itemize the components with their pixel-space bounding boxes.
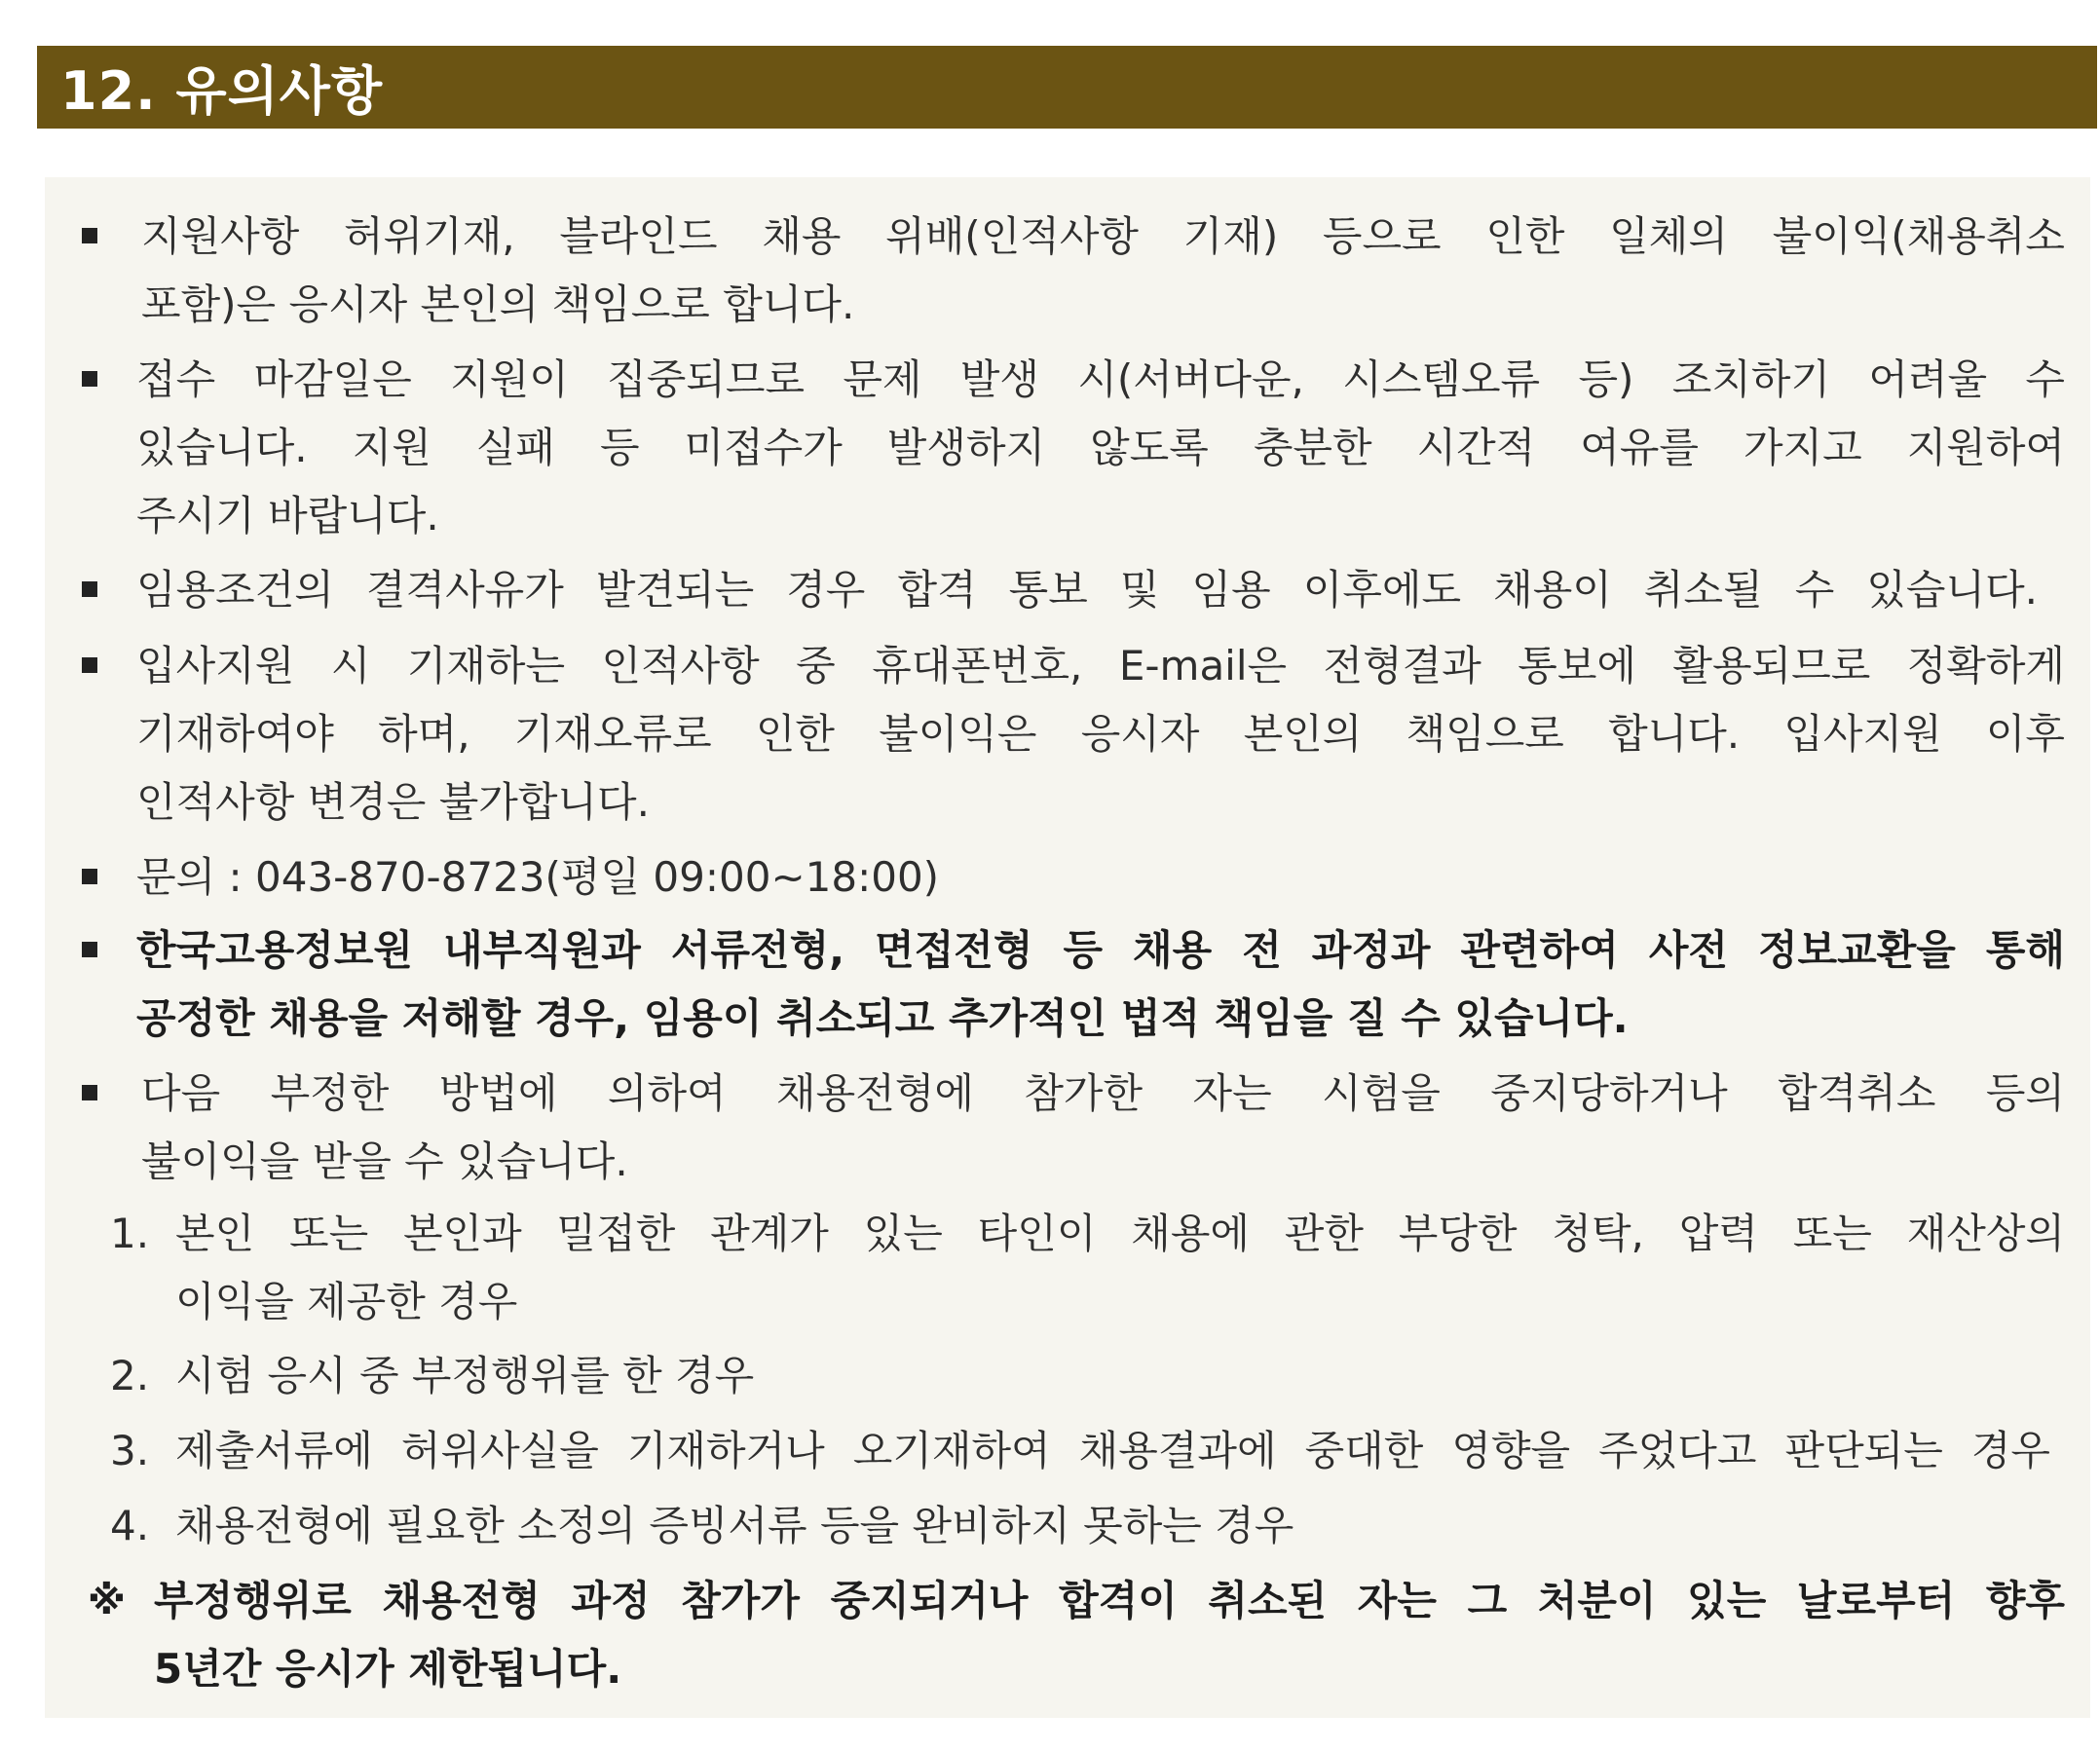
note-4-line-1: 입사지원 시 기재하는 인적사항 중 휴대폰번호, E-mail은 전형결과 통보에 활용되므로 정확하게 [136,642,2065,690]
note-2-line-3: 주시기 바랍니다. [136,492,439,540]
section-title-bar [37,46,2097,129]
note-5-contact: 문의 : 043-870-8723(평일 09:00~18:00) [136,853,940,901]
sub-item-1-number: 1. [110,1210,150,1257]
bullet-icon [82,657,97,673]
section-title: 12. 유의사항 [60,60,384,122]
warning-line-1: 부정행위로 채용전형 과정 참가가 중지되거나 합격이 취소된 자는 그 처분이 있는 날로부터 향후 [154,1577,2065,1624]
note-2-line-1: 접수 마감일은 지원이 집중되므로 문제 발생 시(서버다운, 시스템오류 등) 조치하기 어려울 수 [136,355,2065,403]
bullet-icon [82,228,97,243]
note-3-line-1: 임용조건의 결격사유가 발견되는 경우 합격 통보 및 임용 이후에도 채용이 취소될 수 있습니다. [136,566,2038,614]
reference-mark-icon: ※ [88,1579,126,1623]
note-4-line-3: 인적사항 변경은 불가합니다. [136,778,650,826]
note-1-line-2: 포함)은 응시자 본인의 책임으로 합니다. [141,280,855,328]
sub-item-3-number: 3. [110,1427,150,1474]
sub-item-4-number: 4. [110,1502,150,1549]
note-7-line-2: 불이익을 받을 수 있습니다. [141,1137,628,1185]
note-6-line-2: 공정한 채용을 저해할 경우, 임용이 취소되고 추가적인 법적 책임을 질 수 있습니다. [136,994,1629,1042]
sub-item-3-line-1: 제출서류에 허위사실을 기재하거나 오기재하여 채용결과에 중대한 영향을 주었다고 판단되는 경우 [175,1427,2051,1474]
warning-line-2: 5년간 응시가 제한됩니다. [154,1645,622,1693]
bullet-icon [82,581,97,597]
sub-item-2-line-1: 시험 응시 중 부정행위를 한 경우 [175,1352,755,1399]
note-6-line-1: 한국고용정보원 내부직원과 서류전형, 면접전형 등 채용 전 과정과 관련하여 사전 정보교환을 통해 [136,926,2065,974]
note-2-line-2: 있습니다. 지원 실패 등 미접수가 발생하지 않도록 충분한 시간적 여유를 가지고 지원하여 [136,424,2065,471]
bullet-icon [82,942,97,957]
bullet-icon [82,1085,97,1100]
sub-item-1-line-1: 본인 또는 본인과 밀접한 관계가 있는 타인이 채용에 관한 부당한 청탁, 압력 또는 재산상의 [175,1210,2065,1257]
note-4-line-2: 기재하여야 하며, 기재오류로 인한 불이익은 응시자 본인의 책임으로 합니다. 입사지원 이후 [136,710,2065,758]
sub-item-1-line-2: 이익을 제공한 경우 [175,1278,518,1325]
sub-item-4-line-1: 채용전형에 필요한 소정의 증빙서류 등을 완비하지 못하는 경우 [175,1502,1294,1549]
sub-item-2-number: 2. [110,1352,150,1399]
bullet-icon [82,371,97,387]
bullet-icon [82,869,97,884]
note-1-line-1: 지원사항 허위기재, 블라인드 채용 위배(인적사항 기재) 등으로 인한 일체의 불이익(채용취소 [141,212,2065,260]
note-7-line-1: 다음 부정한 방법에 의하여 채용전형에 참가한 자는 시험을 중지당하거나 합격취소 등의 [141,1069,2065,1117]
